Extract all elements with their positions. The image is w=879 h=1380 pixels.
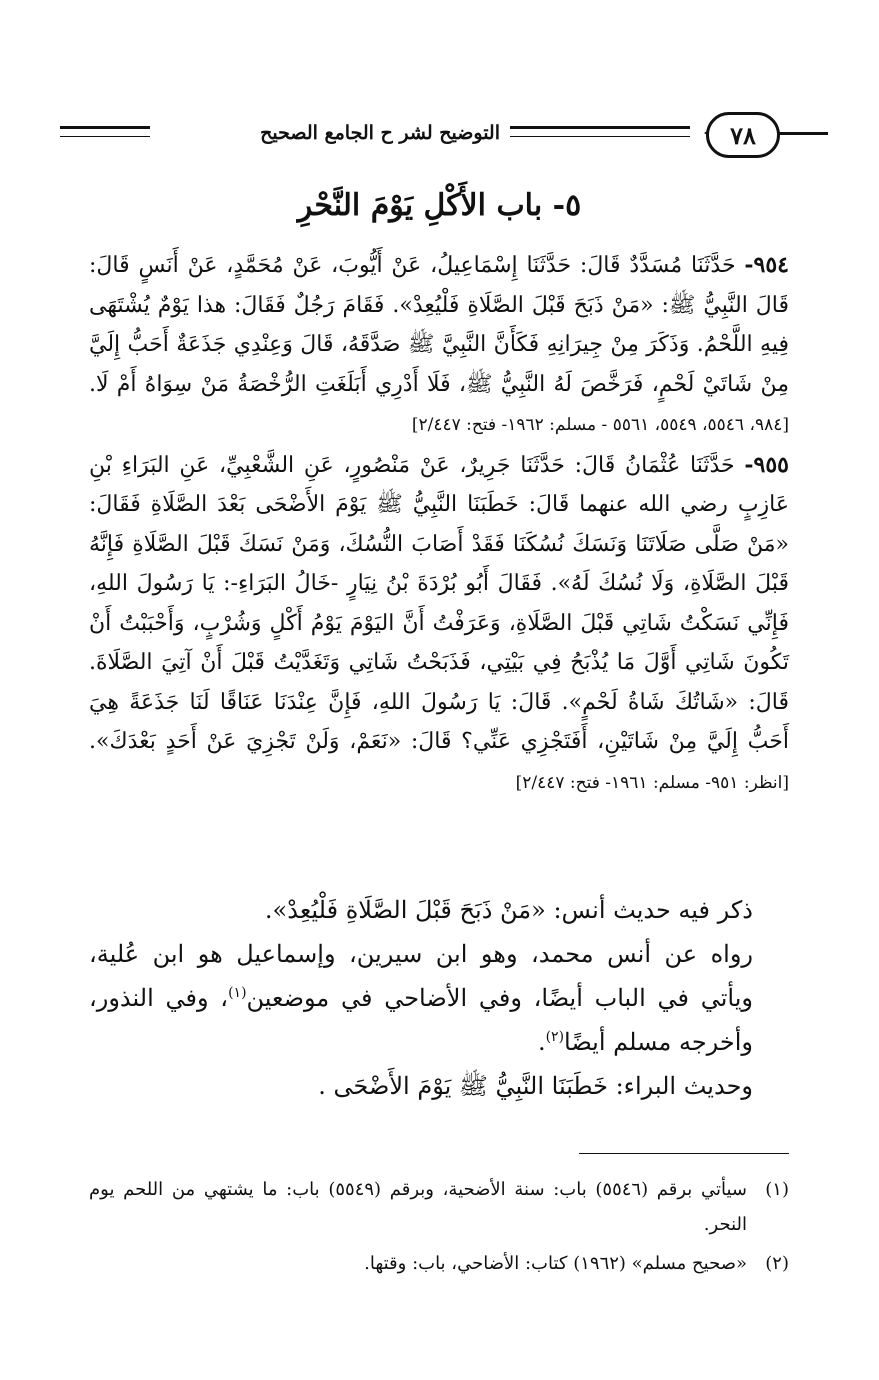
footnote-separator <box>579 1153 789 1154</box>
commentary-line-3: وحديث البراء: خَطَبَنَا النَّبِيُّ ﷺ يَوْمَ الأَضْحَى . <box>318 1072 753 1100</box>
hadith-reference: [انظر: ٩٥١- مسلم: ١٩٦١- فتح: ٢/٤٤٧] <box>515 772 789 793</box>
commentary-text: . <box>537 1028 546 1056</box>
header-ornament-tail <box>778 132 828 135</box>
commentary-paragraph-2 <box>89 932 789 1064</box>
hadith-section <box>89 246 789 803</box>
commentary-section <box>89 888 789 1108</box>
footnote-text: «صحيح مسلم» (١٩٦٢) كتاب: الأضاحي، باب: وقتها. <box>364 1253 747 1274</box>
page-header <box>60 112 790 160</box>
footnote-number: (١) <box>765 1179 789 1200</box>
hadith-text: حَدَّثَنَا عُثْمَانُ قَالَ: حَدَّثَنَا جَرِيرٌ، عَنْ مَنْصُورٍ، عَنِ الشَّعْبِيِّ، عَنِ البَرَاءِ بْنِ عَازِبٍ رضي الله عنهما قَالَ: خَطَبَنَا النَّبِيُّ ﷺ يَوْمَ الأَضْحَى بَعْدَ الصَّلَاةِ فَقَالَ: «مَنْ صَلَّى صَلَاتَنَا وَنَسَكَ نُسُكَنَا فَقَدْ أَصَابَ النُّسُكَ، وَمَنْ نَسَكَ قَبْلَ الصَّلَاةِ فَإِنَّهُ قَبْلَ الصَّلَاةِ، وَلَا نُسُكَ لَهُ». فَقَالَ أَبُو بُرْدَةَ بْنُ نِيَارٍ -خَالُ البَرَاءِ-: يَا رَسُولَ اللهِ، فَإِنِّي نَسَكْتُ شَاتِي قَبْلَ الصَّلَاةِ، وَعَرَفْتُ أَنَّ اليَوْمَ يَوْمُ أَكْلٍ وَشُرْبٍ، وَأَحْبَبْتُ أَنْ تَكُونَ شَاتِي أَوَّلَ مَا يُذْبَحُ فِي بَيْتِي، فَذَبَحْتُ شَاتِي وَتَغَدَّيْتُ قَبْلَ أَنْ آتِيَ الصَّلَاةَ. قَالَ: «شَاتُكَ شَاةُ لَحْمٍ». قَالَ: يَا رَسُولَ اللهِ، فَإِنَّ عِنْدَنَا عَنَاقًا لَنَا جَذَعَةً هِيَ أَحَبُّ إِلَيَّ مِنْ شَاتَيْنِ، أَفَتَجْزِي عَنِّي؟ قَالَ: «نَعَمْ، وَلَنْ تَجْزِيَ عَنْ أَحَدٍ بَعْدَكَ». <box>89 452 789 754</box>
chapter-heading: ٥- باب الأَكْلِ يَوْمَ النَّحْرِ <box>297 188 582 223</box>
footnote-reference-2[interactable]: (٢) <box>545 1029 565 1045</box>
commentary-text: رواه عن أنس محمد، وهو ابن سيرين، وإسماعيل هو ابن عُلية، ويأتي في الباب أيضًا، وفي الأضاحي في موضعين <box>89 940 753 1012</box>
hadith-955 <box>89 446 789 804</box>
footnote-text: سيأتي برقم (٥٥٤٦) باب: سنة الأضحية، وبرقم (٥٥٤٩) باب: ما يشتهي من اللحم يوم النحر. <box>89 1179 747 1235</box>
page-number: ٧٨ <box>706 112 780 158</box>
header-rule-top-right <box>510 126 690 129</box>
header-rule-top-left <box>60 126 150 129</box>
header-rule-bottom-right <box>510 136 690 137</box>
footnote-reference-1[interactable]: (١) <box>228 985 247 1001</box>
hadith-954 <box>89 246 789 446</box>
footnotes <box>89 1172 789 1285</box>
commentary-line-1: ذكر فيه حديث أنس: «مَنْ ذَبَحَ قَبْلَ الصَّلَاةِ فَلْيُعِدْ». <box>264 896 753 924</box>
footnote-number: (٢) <box>765 1253 789 1274</box>
hadith-reference: [٩٨٤، ٥٥٤٦، ٥٥٤٩، ٥٥٦١ - مسلم: ١٩٦٢- فتح: ٢/٤٤٧] <box>411 415 789 435</box>
commentary-text: ، وفي النذور، وأخرجه مسلم أيضًا <box>89 984 753 1056</box>
running-title: التوضيح لشر ح الجامع الصحيح <box>260 122 500 144</box>
footnote-1 <box>89 1172 789 1242</box>
hadith-text: حَدَّثَنَا مُسَدَّدٌ قَالَ: حَدَّثَنَا إِسْمَاعِيلُ، عَنْ أَيُّوبَ، عَنْ مُحَمَّدٍ، عَنْ أَنَسٍ قَالَ: قَالَ النَّبِيُّ ﷺ: «مَنْ ذَبَحَ قَبْلَ الصَّلَاةِ فَلْيُعِدْ». فَقَامَ رَجُلٌ فَقَالَ: هذا يَوْمٌ يُشْتَهَى فِيهِ اللَّحْمُ. وَذَكَرَ مِنْ جِيرَانِهِ فَكَأَنَّ النَّبِيَّ ﷺ صَدَّقَهُ، قَالَ وَعِنْدِي جَذَعَةٌ أَحَبُّ إِلَيَّ مِنْ شَاتَيْ لَحْمٍ، فَرَخَّصَ لَهُ النَّبِيُّ ﷺ، فَلَا أَدْرِي أَبَلَغَتِ الرُّخْصَةُ مَنْ سِوَاهُ أَمْ لَا. <box>89 253 789 397</box>
header-rule-bottom-left <box>60 136 150 137</box>
hadith-number: ٩٥٥- <box>744 451 789 478</box>
hadith-number: ٩٥٤- <box>744 252 789 278</box>
footnote-2 <box>89 1246 789 1281</box>
